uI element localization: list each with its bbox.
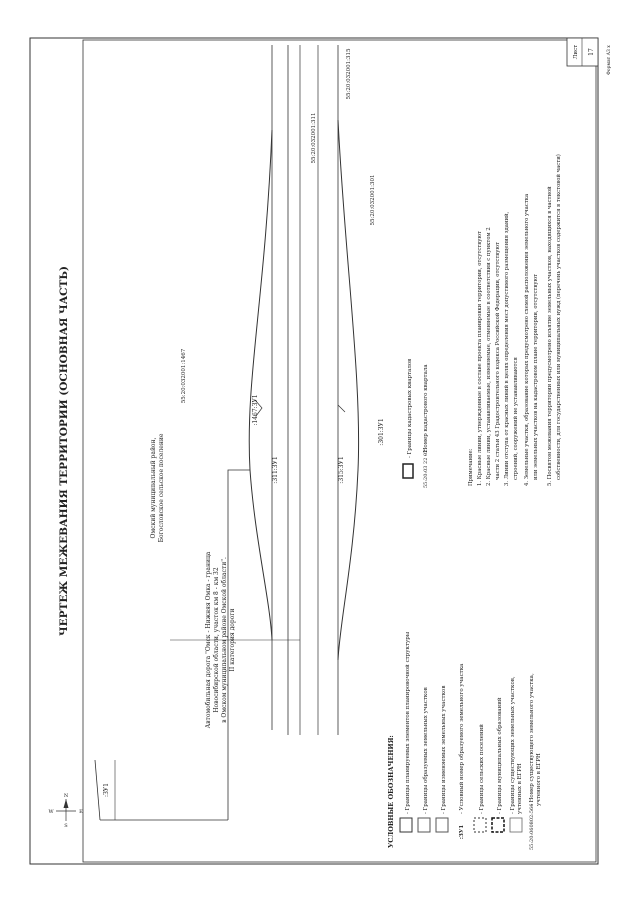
legend-swatch-planning <box>400 818 412 832</box>
legend-parcel-sample: 55:20:060802:566 <box>529 803 535 850</box>
notes-line-4: 3. Линии отступа от красных линий в целях определения мест допустимого размещения зданий, <box>504 211 510 486</box>
legend-item-3: - Границы изменяемых земельных участков <box>441 685 447 814</box>
legend-item-8b: учтенного в ЕГРН <box>536 753 542 806</box>
legend-item-1: - Границы планируемых элементов планировочной структуры <box>405 631 411 814</box>
notes-heading: Примечание: <box>468 448 474 486</box>
compass-rose <box>48 793 83 829</box>
notes-line-9: собственности, для государственных или муниципальных нужд (перечень участков содержится в текстовой части) <box>556 154 562 480</box>
sheet-label: Лист <box>573 44 579 60</box>
legend-item-7b: учтенных в ЕГРН <box>517 763 523 814</box>
legend-heading: УСЛОВНЫЕ ОБОЗНАЧЕНИЯ: <box>387 735 395 848</box>
notes-line-6: 4. Земельные участки, образование которых предусмотрено схемой расположения земельного участка <box>524 193 530 486</box>
legend-kv-item-2: - Номер кадастрового квартала <box>423 364 429 456</box>
parcel-number-315: 55:20:032001:315 <box>346 48 352 100</box>
legend-swatch-formed <box>418 818 430 832</box>
notes-line-3: части 2 статьи 43 Градостроительного кодекса Российской Федерации, отсутствуют <box>495 242 501 480</box>
zu-label-315: :315:ЗУ1 <box>338 456 345 484</box>
zu-label-301: :301:ЗУ1 <box>378 418 385 446</box>
sheet-box <box>567 38 598 66</box>
legend-item-8: - Номер существующего земельного участка, <box>529 673 535 806</box>
drawing-title: ЧЕРТЕЖ МЕЖЕВАНИЯ ТЕРРИТОРИИ (ОСНОВНАЯ ЧАСТЬ) <box>58 266 70 636</box>
legend-zu-symbol: :ЗУ1 <box>459 824 465 840</box>
notes-line-8: 5. Посвятом межевания территории предусмотрено изъятие земельных участков, находящихся в частной <box>547 186 553 486</box>
road-label-line-4: II категория дороги <box>229 608 236 672</box>
legend-kv-item-1: - Границы кадастровых кварталов <box>407 358 413 458</box>
district-label <box>150 433 165 542</box>
zu-label-311: :311:ЗУ1 <box>272 456 279 484</box>
legend-item-7: - Границы существующих земельных участков, <box>510 676 516 814</box>
notes-line-5: строений, сооружений не устанавливаются <box>513 357 519 480</box>
format-label: Формат А3 х <box>607 45 612 75</box>
legend-item-6: - Границы муниципальных образований <box>497 697 503 814</box>
legend-swatch-existing <box>510 818 522 832</box>
legend-swatch-kv <box>403 464 413 478</box>
road-label <box>205 551 236 728</box>
legend-item-4: - Условный номер образуемого земельного участка <box>459 663 465 814</box>
legend-item-2: - Границы образуемых земельных участков <box>423 687 429 814</box>
compass-w: W <box>48 809 54 815</box>
notes <box>468 154 562 486</box>
legend-swatch-changed <box>436 818 448 832</box>
zu-label-left: :ЗУ1 <box>103 783 110 797</box>
zu-label-1467: :1467:ЗУ1 <box>252 394 259 426</box>
compass-e: E <box>79 809 83 815</box>
compass-s: S <box>64 823 68 829</box>
legend-swatch-municipal <box>492 818 504 832</box>
district-label-line-2: Богословское сельское поселение <box>158 433 165 543</box>
parcel-number-1467: 55:20:032001:1467 <box>181 348 187 404</box>
district-label-line-1: Омский муниципальный район, <box>150 437 157 539</box>
road-label-line-3: в Омском муниципальном районе Омской области". <box>221 557 228 723</box>
parcel-number-301: 55:20:032001:301 <box>370 174 376 226</box>
road-label-line-1: Автомобильная дорога "Омск - Нижняя Омка - граница <box>205 551 212 729</box>
legend-kv-sample: 55:20:03 22 02 <box>423 449 429 488</box>
legend-swatch-rural <box>474 818 486 832</box>
road-label-line-2: Новосибирской области, участок км 8 - км 32 <box>213 567 220 713</box>
parcel-number-311: 55:20:032001:311 <box>311 112 317 164</box>
notes-line-7: или земельных участков на кадастровом плане территории, отсутствуют <box>533 274 539 480</box>
legend-item-5: - Границы сельских поселений <box>479 724 485 814</box>
notes-line-2: 2. Красные линии, устанавливаемые, изменяемые, отменяемые в соответствии с пунктом 2 <box>486 227 492 486</box>
notes-line-1: 1. Красные линии, утвержденные в составе проекта планировки территории, отсутствуют <box>477 231 483 486</box>
sheet-number: 17 <box>588 48 595 56</box>
compass-n: N <box>63 793 69 799</box>
